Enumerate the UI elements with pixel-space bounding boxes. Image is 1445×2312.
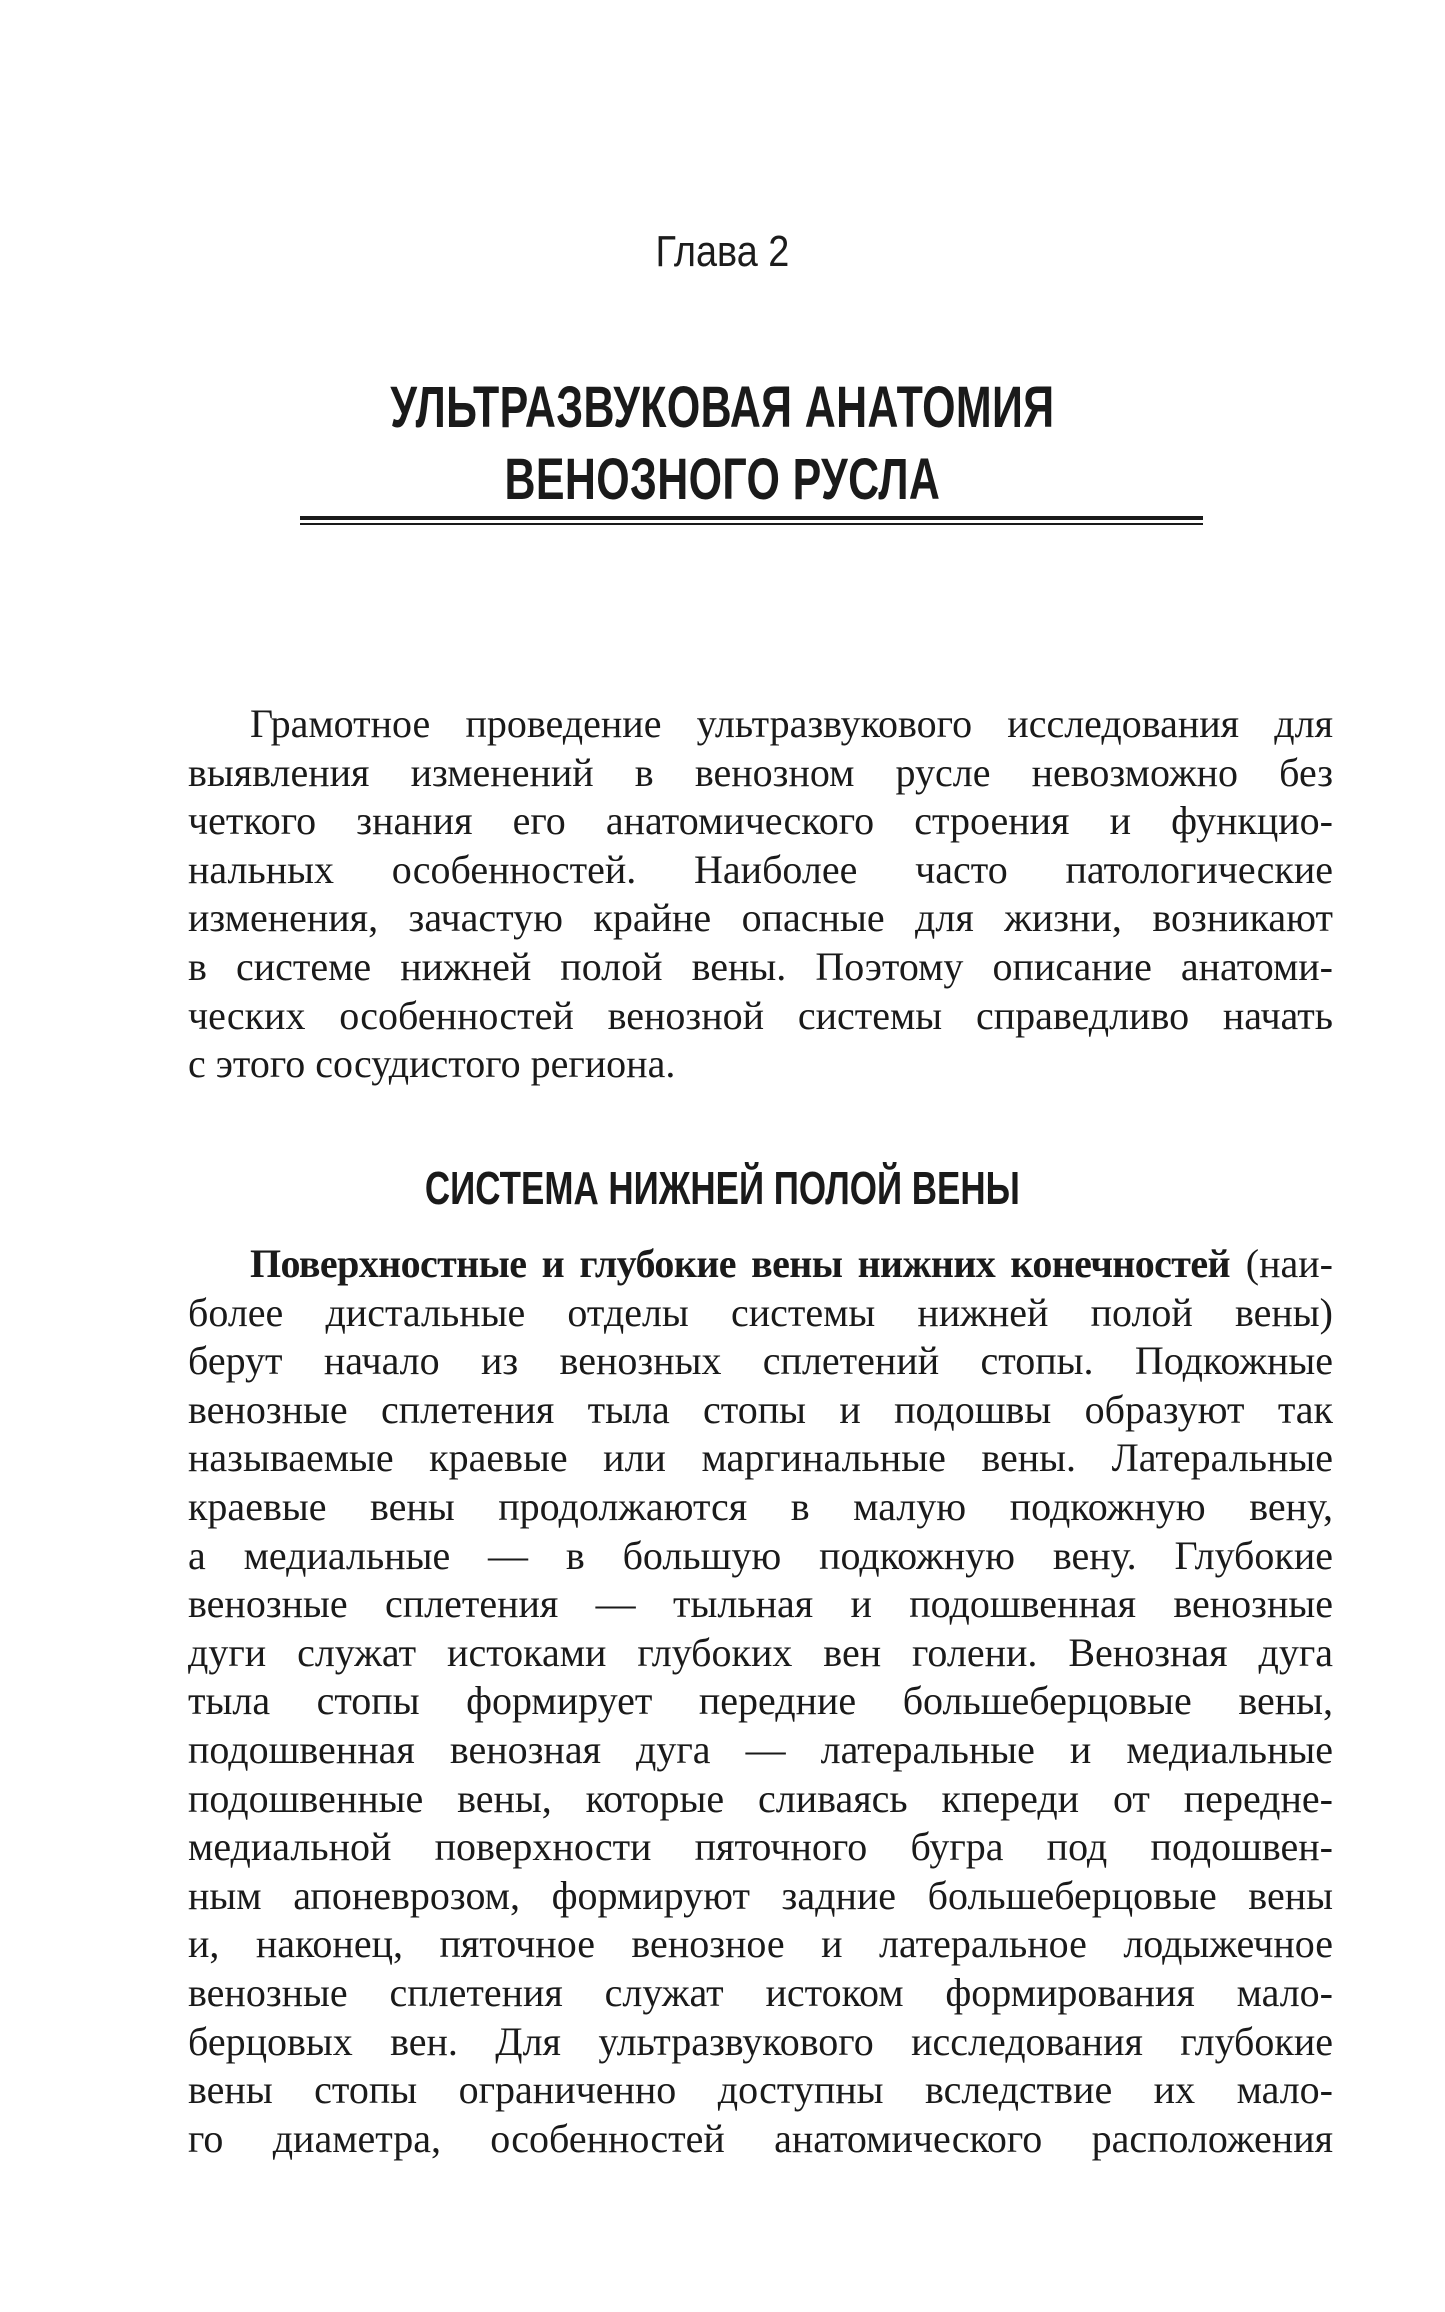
paragraph-line: венозные сплетения — тыльная и подошвенная венозные [188,1581,1333,1627]
paragraph-line: четкого знания его анатомического строения и функцио- [188,798,1333,844]
paragraph-line: в системе нижней полой вены. Поэтому описание анатоми- [188,943,1333,989]
paragraph-line: берут начало из венозных сплетений стопы. Подкожные [188,1338,1333,1384]
section-heading: СИСТЕМА НИЖНЕЙ ПОЛОЙ ВЕНЫ [424,1162,1020,1214]
paragraph-line: берцовых вен. Для ультразвукового исследования глубокие [188,2018,1333,2064]
paragraph-line: венозные сплетения тыла стопы и подошвы образуют так [188,1386,1333,1432]
chapter-title-line: УЛЬТРАЗВУКОВАЯ АНАТОМИЯ [390,375,1055,440]
rule-thick-line [300,516,1203,520]
paragraph-line: тыла стопы формирует передние большеберцовые вены, [188,1678,1333,1724]
intro-paragraph [188,700,1333,1089]
paragraph-line: го диаметра, особенностей анатомического расположения [188,2115,1333,2161]
paragraph-line: подошвенные вены, которые сливаясь кпереди от передне- [188,1775,1333,1821]
paragraph-line: изменения, зачастую крайне опасные для жизни, возникают [188,895,1333,941]
chapter-label: Глава 2 [655,227,790,276]
paragraph-line: венозные сплетения служат истоком формирования мало- [188,1969,1333,2015]
paragraph-line: нальных особенностей. Наиболее часто патологические [188,846,1333,892]
title-double-rule [300,516,1203,526]
rule-thin-line [300,523,1203,525]
section-paragraph [188,1240,1333,2163]
paragraph-line: подошвенная венозная дуга — латеральные и медиальные [188,1726,1333,1772]
chapter-title-line: ВЕНОЗНОГО РУСЛА [504,447,941,512]
first-line-rest: (наи- [1229,1241,1333,1286]
paragraph-line: вены стопы ограниченно доступны вследствие их мало- [188,2067,1333,2113]
paragraph-line: выявления изменений в венозном русле невозможно без [188,749,1333,795]
paragraph-line: краевые вены продолжаются в малую подкожную вену, [188,1483,1333,1529]
paragraph-line: ческих особенностей венозной системы справедливо начать [188,992,1333,1038]
paragraph-line: ным апоневрозом, формируют задние большеберцовые вены [188,1872,1333,1918]
paragraph-line: с этого сосудистого региона. [188,1041,676,1087]
paragraph-line: называемые краевые или маргинальные вены. Латеральные [188,1435,1333,1481]
chapter-title [188,372,1257,516]
paragraph-line: более дистальные отделы системы нижней полой вены) [188,1289,1333,1335]
paragraph-line: а медиальные — в большую подкожную вену. Глубокие [188,1532,1333,1578]
paragraph-line: дуги служат истоками глубоких вен голени. Венозная дуга [188,1629,1333,1675]
paragraph-first-line [188,1240,1333,1289]
paragraph-line: Грамотное проведение ультразвукового исследования для [250,701,1333,746]
bold-lead-term: Поверхностные и глубокие вены нижних конечностей [250,1241,1230,1286]
paragraph-line: и, наконец, пяточное венозное и латеральное лодыжечное [188,1921,1333,1967]
paragraph-line: медиальной поверхности пяточного бугра под подошвен- [188,1824,1333,1870]
